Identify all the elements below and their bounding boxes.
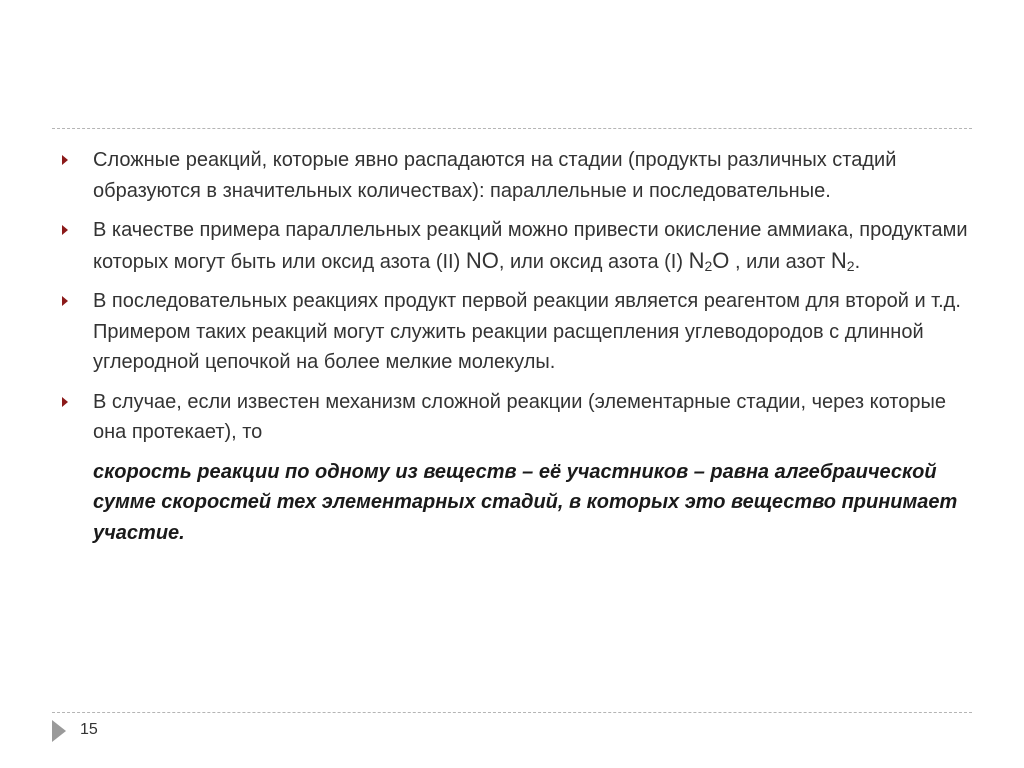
- bullet-text-mid2: , или азот: [729, 250, 831, 273]
- bullet-text-start: В качестве примера параллельных реакций можно привести окисление аммиака, продуктами которых могут быть или оксид азота (II): [93, 219, 968, 273]
- emphasis-statement: скорость реакции по одному из веществ – её участников – равна алгебраической сумме скоростей тех элементарных стадий, в которых это вещество принимает участие.: [93, 460, 958, 544]
- formula-n2-base: N: [830, 247, 847, 273]
- bullet-text-mid1: , или оксид азота (I): [498, 250, 689, 273]
- top-divider: [52, 128, 972, 129]
- page-number: 15: [80, 721, 98, 738]
- bullet-text-end: .: [854, 250, 861, 273]
- footer-arrow-icon: [52, 720, 66, 742]
- bullet-item-2: [60, 215, 970, 277]
- bullet-arrow-icon: [62, 296, 68, 306]
- bullet-text: В случае, если известен механизм сложной реакции (элементарные стадии, через которые она протекает), то: [93, 390, 946, 443]
- formula-n2-subscript: 2: [846, 257, 855, 274]
- formula-n2: [831, 248, 855, 273]
- bullet-item-4: [60, 387, 970, 448]
- bullet-text: В последовательных реакциях продукт первой реакции является реагентом для второй и т.д. Примером таких реакций могут служить реакции расщепления углеводородов с длинной углеродной цепочкой на более мелкие молекулы.: [93, 290, 961, 373]
- bullet-item-3: [60, 286, 970, 378]
- formula-n2o-base2: O: [712, 247, 730, 273]
- bottom-divider: [52, 712, 972, 713]
- formula-n2o-subscript: 2: [704, 257, 713, 274]
- formula-n2o-base1: N: [688, 247, 705, 273]
- bullet-item-1: [60, 145, 970, 206]
- bullet-arrow-icon: [62, 397, 68, 407]
- formula-no: NO: [465, 247, 499, 273]
- bullet-text: Сложные реакций, которые явно распадаются на стадии (продукты различных стадий образуются в значительных количествах): параллельные и последовательные.: [93, 149, 897, 202]
- slide-content: [60, 145, 970, 548]
- formula-n2o: [689, 248, 730, 273]
- bullet-arrow-icon: [62, 155, 68, 165]
- bullet-arrow-icon: [62, 225, 68, 235]
